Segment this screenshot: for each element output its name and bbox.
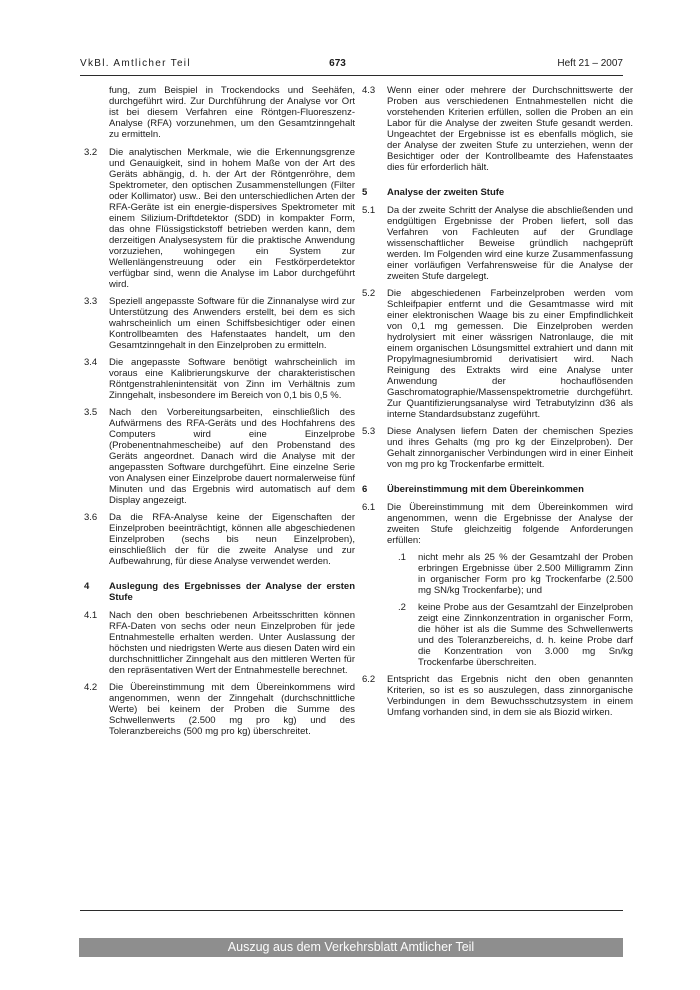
journal-title: VkBl. Amtlicher Teil [80,58,191,69]
clause-text: Die abgeschiedenen Farbeinzelproben werden vom Schleifpapier entfernt und die Gesamtmasse wird mit einer elektronischen Waage bis zu einer Empfindlichkeit von 0,1 mg gemessen. Die Einzelproben werden hydrolysiert mit einer wässrigen Natronlauge, die mit einem organischen Lösungsmittel extrahiert und dann mit Propylmagnesiumbromid derivatisiert wird. Nach Reinigung des Extrakts wird eine Analyse unter Anwendung der hochauflösenden Gaschromatographie/Massenspektrometrie durchgeführt. Zur Quantifizierungsanalyse wird Tetrabutylzinn d36 als interne Standardsubstanz zugeführt. [387,288,633,420]
clause-number: 5.1 [362,205,376,216]
clause-paragraph [84,682,355,737]
clause-text: Die analytischen Merkmale, wie die Erkennungsgrenze und Genauigkeit, sind in hohem Maße von der Art des Geräts abhängig, d. h. der Art der Röntgenröhre, dem Spektrometer, den optischen Zusammenstellungen (Filter oder Kollimator) usw.. Bei den unterschiedlichen Arten der RFA-Geräte ist ein energie-dispersives Spektrometer mit einem Silizium-Driftdetektor (SDD) in kompakter Form, das ohne Flüssigstickstoff betrieben werden kann, dem derzeitigen Analysesystem für die praktische Anwendung vorzuziehen, wohingegen ein System zur Wellenlängenstreuung oder ein Festkörperdetektor verfügbar sind, wenn die Analyse im Labor durchgeführt wird. [109,147,355,290]
clause-paragraph [362,602,633,668]
clause-paragraph [362,552,633,596]
section-heading [362,484,633,495]
clause-paragraph [84,296,355,351]
clause-number: 6 [362,484,368,495]
page-number: 673 [329,58,346,69]
header-rule [80,75,623,76]
clause-number: 6.1 [362,502,376,513]
right-column [362,85,633,724]
clause-text: Nach den oben beschriebenen Arbeitsschritten können RFA-Daten von sechs oder neun Einzelproben für jede Entnahmestelle erhalten werden. Unter Auslassung der höchsten und niedrigsten Werte aus diesen Daten wird ein durchschnittlicher Zinngehalt aus den mittleren Werten für den repräsentativen Wert der Entnahmestelle berechnet. [109,610,355,676]
section-heading [362,187,633,198]
clause-number: 3.5 [84,407,98,418]
clause-text: Nach den Vorbereitungsarbeiten, einschließlich des Aufwärmens des RFA-Geräts und des Hochfahrens des Computers wird eine Einzelprobe (Probenentnahmescheibe) auf den Probenstand des Geräts angeordnet. Danach wird die Analyse mit der angepassten Software durchgeführt. Eine einzelne Serie von Analysen einer Einzelprobe dauert normalerweise fünf Minuten und das Ergebnis wird automatisch auf dem Display angezeigt. [109,407,355,506]
clause-paragraph [362,426,633,470]
clause-text: Da die RFA-Analyse keine der Eigenschaften der Einzelproben beeinträchtigt, können alle abgeschiedenen Einzelproben (sechs bis neun Einzelproben), einschließlich der für die zweite Analyse und zur Aufbewahrung, für diese Analyse verwendet werden. [109,512,355,567]
clause-paragraph [362,288,633,420]
clause-text: Da der zweite Schritt der Analyse die abschließenden und endgültigen Ergebnisse der Proben liefert, soll das Verfahren von Fachleuten auf der Grundlage wissenschaftlicher Beweise gründlich nachgeprüft werden. Im Folgenden wird eine kurze Zusammenfassung einer vorläufigen Verfahrensweise für die Analyse der zweiten Stufe dargelegt. [387,205,633,282]
clause-number: 4 [84,581,90,592]
clause-number: 3.6 [84,512,98,523]
clause-number: 3.4 [84,357,98,368]
clause-paragraph [84,147,355,290]
left-column [84,85,355,743]
section-heading [84,581,355,603]
page-header [80,58,623,69]
clause-paragraph [362,502,633,546]
section-heading-text: Übereinstimmung mit dem Übereinkommen [387,484,584,495]
clause-text: Diese Analysen liefern Daten der chemischen Spezies und ihres Gehalts (mg pro kg der Einzelproben). Der Gehalt zinnorganischer Verbindungen wird in einer Einheit von mg pro kg Trockenfarbe ermittelt. [387,426,633,470]
clause-number: .1 [398,552,406,563]
clause-paragraph [362,674,633,718]
clause-number: 4.3 [362,85,376,96]
clause-number: 6.2 [362,674,376,685]
clause-number: 5.2 [362,288,376,299]
clause-number: 4.2 [84,682,98,693]
clause-text: Die Übereinstimmung mit dem Übereinkommens wird angenommen, wenn der Zinngehalt (durchschnittliche Werte) bei keinem der Proben die Summe des Schwellenwerts (2.500 mg pro kg) und des Toleranzbereichs (500 mg pro kg) überschreitet. [109,682,355,737]
clause-number: 4.1 [84,610,98,621]
clause-paragraph [84,357,355,401]
issue-label: Heft 21 – 2007 [557,58,623,69]
clause-text: Die angepasste Software benötigt wahrscheinlich im voraus eine Kalibrierungskurve der charakteristischen Röntgenstrahlenintensität von Zinn im Verhältnis zum Zinngehalt, insbesondere im Bereich von 0,1 bis 0,5 %. [109,357,355,401]
clause-paragraph [84,407,355,506]
clause-text: keine Probe aus der Gesamtzahl der Einzelproben zeigt eine Zinnkonzentration in organischer Form, die höher ist als die Summe des Schwellenwerts und des Toleranzbereichs, d. h. keine Probe darf die Konzentration von 3.000 mg Sn/kg Trockenfarbe überschreiten. [418,602,633,668]
clause-text: fung, zum Beispiel in Trockendocks und Seehäfen, durchgeführt wird. Zur Durchführung der Analyse vor Ort ist bei diesem Verfahren eine Röntgen-Fluoreszenz-Analyse (RFA) vorzunehmen, um den Gesamtzinngehalt zu ermitteln. [109,85,355,140]
clause-paragraph [84,85,355,140]
clause-paragraph [84,610,355,676]
clause-number: 3.2 [84,147,98,158]
clause-text: Entspricht das Ergebnis nicht den oben genannten Kriterien, so ist es so auszulegen, dass zinnorganische Verbindungen in dem Bewuchsschutzsystem in einem Umfang vorhanden sind, in dem sie als Biozid wirken. [387,674,633,718]
clause-text: Wenn einer oder mehrere der Durchschnittswerte der Proben aus verschiedenen Entnahmestellen nicht die vorstehenden Kriterien erfüllen, sollen die Proben an ein Labor für die Analyse der zweiten Stufe gesandt werden. Ungeachtet der Ergebnisse ist es ebenfalls möglich, sie der Analyse der zweiten Stufe zu unterziehen, wenn der Besichtiger oder der Kontrollbeamte des Hafenstaates dies für erforderlich hält. [387,85,633,173]
section-heading-text: Auslegung des Ergebnisses der Analyse der ersten Stufe [109,581,355,603]
clause-text: nicht mehr als 25 % der Gesamtzahl der Proben erbringen Ergebnisse über 2.500 Milligramm Zinn in organischer Form pro kg Trockenfarbe (2.500 mg SN/kg Trockenfarbe); und [418,552,633,596]
clause-number: 3.3 [84,296,98,307]
clause-paragraph [362,205,633,282]
footer-banner: Auszug aus dem Verkehrsblatt Amtlicher Teil [79,938,623,957]
clause-number: 5.3 [362,426,376,437]
clause-text: Die Übereinstimmung mit dem Übereinkommen wird angenommen, wenn die Ergebnisse der Analyse der zweiten Stufe gleichzeitig folgende Anforderungen erfüllen: [387,502,633,546]
clause-text: Speziell angepasste Software für die Zinnanalyse wird zur Unterstützung des Anwenders erstellt, bei dem es sich wahrscheinlich um einen Schiffsbesichtiger oder einen Kontrollbeamten des Hafenstaates handelt, um den Gesamtzinngehalt in den Einzelproben zu ermitteln. [109,296,355,351]
section-heading-text: Analyse der zweiten Stufe [387,187,505,198]
clause-paragraph [362,85,633,173]
clause-paragraph [84,512,355,567]
footer-rule [80,910,623,911]
clause-number: 5 [362,187,368,198]
clause-number: .2 [398,602,406,613]
